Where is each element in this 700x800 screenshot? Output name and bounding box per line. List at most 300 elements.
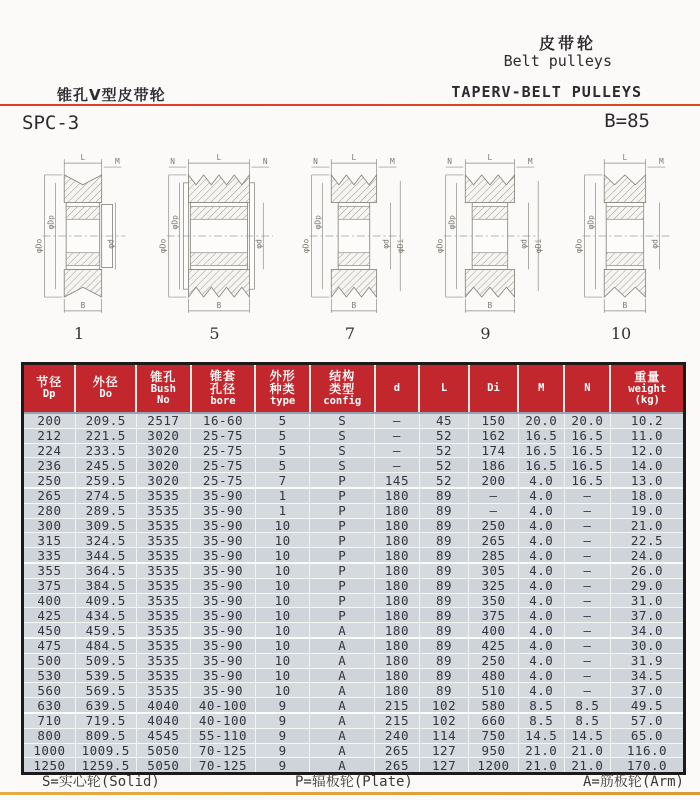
table-cell: 265 — [375, 758, 420, 772]
table-cell: 364.5 — [75, 563, 136, 578]
table-cell: 116.0 — [610, 743, 683, 758]
table-cell: 3535 — [136, 578, 191, 593]
dimension-label: B — [351, 300, 357, 310]
table-cell: P — [310, 563, 375, 578]
table-cell: 1000 — [24, 743, 75, 758]
table-cell: 89 — [419, 548, 468, 563]
table-cell: 233.5 — [75, 443, 136, 458]
table-row — [24, 668, 683, 683]
table-row — [24, 473, 683, 488]
table-cell: 24.0 — [610, 548, 683, 563]
table-cell: – — [564, 608, 610, 623]
table-cell: A — [310, 728, 375, 743]
dimension-label: M — [659, 157, 664, 167]
dimension-label: φDp — [586, 215, 596, 230]
dimension-label: N — [313, 157, 318, 167]
table-cell: – — [564, 548, 610, 563]
table-cell: 89 — [419, 623, 468, 638]
table-cell: 19.0 — [610, 503, 683, 518]
table-cell: 34.5 — [610, 668, 683, 683]
page-title-cn: 皮带轮 — [538, 34, 596, 53]
table-cell: 215 — [375, 713, 420, 728]
table-cell: A — [310, 683, 375, 698]
table-cell: 9 — [255, 698, 310, 713]
table-cell: 4.0 — [518, 638, 564, 653]
table-cell: 200 — [469, 473, 518, 488]
table-cell: 250 — [469, 518, 518, 533]
table-cell: 3535 — [136, 608, 191, 623]
table-cell: 10 — [255, 638, 310, 653]
table-cell: 35-90 — [191, 593, 256, 608]
table-row — [24, 698, 683, 713]
table-cell: 500 — [24, 653, 75, 668]
table-cell: 16.5 — [518, 443, 564, 458]
table-cell: 13.0 — [610, 473, 683, 488]
dimension-label: L — [622, 153, 628, 163]
table-cell: 70-125 — [191, 758, 256, 772]
dimension-label: B — [216, 300, 221, 310]
table-cell: 12.0 — [610, 443, 683, 458]
table-cell: 1200 — [469, 758, 518, 772]
table-cell: 3020 — [136, 443, 191, 458]
table-cell: 221.5 — [75, 428, 136, 443]
table-cell: 65.0 — [610, 728, 683, 743]
dimension-label: φDo — [574, 238, 584, 253]
table-cell: 4.0 — [518, 593, 564, 608]
table-cell: 10 — [255, 563, 310, 578]
table-cell: 52 — [419, 473, 468, 488]
table-cell: 4.0 — [518, 563, 564, 578]
table-cell: 289.5 — [75, 503, 136, 518]
table-cell: 459.5 — [75, 623, 136, 638]
table-cell: 1 — [255, 488, 310, 503]
table-row — [24, 458, 683, 473]
table-cell: 5050 — [136, 758, 191, 772]
table-cell: 35-90 — [191, 668, 256, 683]
table-cell: A — [310, 638, 375, 653]
table-cell: 215 — [375, 698, 420, 713]
column-header: 锥孔 Bush No — [136, 365, 191, 413]
table-cell: 3535 — [136, 593, 191, 608]
table-cell: 14.5 — [564, 728, 610, 743]
table-cell: 425 — [469, 638, 518, 653]
table-cell: 450 — [24, 623, 75, 638]
table-cell: 259.5 — [75, 473, 136, 488]
column-header: 节径 Dp — [24, 365, 75, 413]
table-cell: P — [310, 503, 375, 518]
table-cell: 350 — [469, 593, 518, 608]
subtitle-left: 锥孔V型皮带轮 — [57, 86, 166, 104]
table-cell: A — [310, 668, 375, 683]
table-row — [24, 503, 683, 518]
table-cell: 180 — [375, 668, 420, 683]
table-cell: 25-75 — [191, 473, 256, 488]
table-cell: 37.0 — [610, 683, 683, 698]
table-cell: 660 — [469, 713, 518, 728]
table-cell: 14.0 — [610, 458, 683, 473]
table-cell: 180 — [375, 578, 420, 593]
table-cell: 180 — [375, 563, 420, 578]
table-cell: P — [310, 518, 375, 533]
dimension-label: φd — [650, 239, 660, 249]
table-cell: 180 — [375, 638, 420, 653]
table-cell: 4.0 — [518, 473, 564, 488]
table-row — [24, 593, 683, 608]
pulley-figure-10 — [556, 150, 686, 350]
table-cell: 10 — [255, 653, 310, 668]
table-cell: 5 — [255, 428, 310, 443]
table-cell: 35-90 — [191, 503, 256, 518]
table-cell: 4.0 — [518, 653, 564, 668]
dimension-label: φd — [253, 239, 263, 249]
table-cell: 4.0 — [518, 503, 564, 518]
table-cell: – — [564, 683, 610, 698]
table-cell: 89 — [419, 488, 468, 503]
page-title-en: Belt pulleys — [503, 52, 612, 70]
table-cell: 315 — [24, 533, 75, 548]
table-cell: 324.5 — [75, 533, 136, 548]
table-cell: 26.0 — [610, 563, 683, 578]
table-cell: – — [564, 503, 610, 518]
table-cell: 89 — [419, 518, 468, 533]
table-cell: 180 — [375, 593, 420, 608]
table-cell: 344.5 — [75, 548, 136, 563]
table-cell: 180 — [375, 608, 420, 623]
table-cell: 224 — [24, 443, 75, 458]
dimension-label: M — [389, 157, 395, 167]
table-cell: A — [310, 698, 375, 713]
dimension-label: M — [527, 157, 533, 167]
column-header: Di — [469, 365, 518, 413]
table-cell: 10 — [255, 548, 310, 563]
table-cell: 305 — [469, 563, 518, 578]
table-cell: 4.0 — [518, 533, 564, 548]
dimension-label: φDo — [34, 238, 44, 253]
table-cell: 16.5 — [564, 428, 610, 443]
table-row — [24, 413, 683, 428]
table-cell: 89 — [419, 593, 468, 608]
pulley-figure-5 — [150, 150, 280, 350]
table-cell: 16.5 — [564, 443, 610, 458]
dimension-label: φd — [518, 239, 528, 249]
table-cell: 52 — [419, 458, 468, 473]
table-cell: S — [310, 458, 375, 473]
table-cell: 16.5 — [564, 473, 610, 488]
table-cell: 70-125 — [191, 743, 256, 758]
table-cell: 170.0 — [626, 757, 668, 773]
table-cell: 35-90 — [191, 623, 256, 638]
table-cell: 3535 — [136, 548, 191, 563]
table-cell: A — [310, 653, 375, 668]
table-cell: 250 — [469, 653, 518, 668]
table-cell: 35-90 — [191, 578, 256, 593]
table-cell: 45 — [419, 413, 468, 428]
table-cell: 89 — [419, 668, 468, 683]
table-cell: 8.5 — [564, 698, 610, 713]
table-cell: 180 — [375, 503, 420, 518]
table-cell: 1009.5 — [75, 743, 136, 758]
table-cell: 20.0 — [518, 413, 564, 428]
pulley-figure-9 — [421, 150, 551, 350]
table-cell: 31.9 — [610, 653, 683, 668]
table-cell: 510 — [469, 683, 518, 698]
table-cell: 530 — [24, 668, 75, 683]
table-cell: 102 — [419, 698, 468, 713]
table-cell: 309.5 — [75, 518, 136, 533]
table-cell: 57.0 — [610, 713, 683, 728]
table-cell: 34.0 — [610, 623, 683, 638]
table-cell: S — [310, 413, 375, 428]
table-row — [24, 713, 683, 728]
table-cell: A — [310, 623, 375, 638]
table-cell: 3020 — [136, 473, 191, 488]
table-cell: 425 — [24, 608, 75, 623]
table-cell: 750 — [469, 728, 518, 743]
table-cell: 250 — [24, 473, 75, 488]
table-cell: P — [310, 608, 375, 623]
table-cell: 580 — [469, 698, 518, 713]
table-cell: – — [375, 443, 420, 458]
table-cell: 3535 — [136, 638, 191, 653]
dimension-label: B — [622, 300, 628, 310]
table-cell: 3535 — [136, 563, 191, 578]
table-cell: 355 — [24, 563, 75, 578]
table-cell: 4.0 — [518, 623, 564, 638]
table-cell: 10.2 — [610, 413, 683, 428]
table-cell: 10 — [255, 533, 310, 548]
table-row — [24, 623, 683, 638]
table-cell: 484.5 — [75, 638, 136, 653]
table-cell: 35-90 — [191, 533, 256, 548]
column-header: N — [564, 365, 610, 413]
table-row — [24, 683, 683, 698]
table-cell: – — [469, 503, 518, 518]
table-cell: 3535 — [136, 683, 191, 698]
table-cell: – — [375, 428, 420, 443]
table-cell: 21.0 — [518, 743, 564, 758]
table-cell: S — [310, 443, 375, 458]
table-cell: – — [564, 668, 610, 683]
table-cell: 539.5 — [75, 668, 136, 683]
table-cell: 9 — [255, 743, 310, 758]
table-cell: 800 — [24, 728, 75, 743]
table-cell: 200 — [24, 413, 75, 428]
table-cell: 265 — [24, 488, 75, 503]
table-row — [24, 758, 683, 772]
dimension-label: B — [487, 300, 492, 310]
column-header: M — [518, 365, 564, 413]
table-cell: 127 — [419, 758, 468, 772]
pulley-drawing-icon — [150, 150, 280, 322]
table-cell: 5050 — [136, 743, 191, 758]
dimension-label: L — [351, 153, 357, 163]
table-row — [24, 443, 683, 458]
table-cell: 710 — [24, 713, 75, 728]
table-cell: 4545 — [136, 728, 191, 743]
table-cell: 3020 — [136, 458, 191, 473]
table-cell: 285 — [469, 548, 518, 563]
table-cell: 21.0 — [518, 758, 564, 772]
pulley-drawing-icon — [285, 150, 415, 322]
dimension-label: φDp — [446, 215, 456, 230]
figure-caption: 1 — [73, 324, 85, 343]
dimension-label: φDp — [46, 215, 56, 230]
table-cell: 16-60 — [191, 413, 256, 428]
pulley-figure-7 — [285, 150, 415, 350]
table-cell: 35-90 — [191, 608, 256, 623]
column-header: 锥套 孔径 bore — [191, 365, 256, 413]
table-cell: 18.0 — [610, 488, 683, 503]
table-cell: 3535 — [136, 653, 191, 668]
dimension-label: φDo — [301, 238, 311, 253]
table-cell: 40-100 — [191, 713, 256, 728]
table-row — [24, 488, 683, 503]
table-cell: 186 — [469, 458, 518, 473]
table-cell: 10 — [255, 593, 310, 608]
table-cell: 52 — [419, 428, 468, 443]
table-cell: 89 — [419, 653, 468, 668]
legend-solid: S=实心轮(Solid) — [42, 774, 160, 790]
table-cell: 35-90 — [191, 638, 256, 653]
table-cell: 25-75 — [191, 428, 256, 443]
table-cell: 89 — [419, 563, 468, 578]
table-row — [24, 638, 683, 653]
table-cell: 10 — [255, 518, 310, 533]
belt-width-spec: B=85 — [604, 110, 650, 132]
table-cell: A — [310, 743, 375, 758]
table-cell: 180 — [375, 518, 420, 533]
table-cell: 21.0 — [564, 758, 610, 772]
table-cell: 509.5 — [75, 653, 136, 668]
table-cell: 35-90 — [191, 683, 256, 698]
table-cell: 2517 — [136, 413, 191, 428]
table-row — [24, 563, 683, 578]
model-code: SPC-3 — [22, 112, 80, 134]
dimension-label: N — [262, 157, 268, 167]
table-cell: S — [310, 428, 375, 443]
table-cell: 10 — [255, 578, 310, 593]
table-cell: 35-90 — [191, 653, 256, 668]
column-header: 重量 weight (kg) — [610, 365, 683, 413]
dimension-label: φd — [381, 239, 391, 249]
table-row — [24, 578, 683, 593]
dimension-label: φDi — [533, 238, 543, 253]
pulley-drawing-icon — [14, 150, 144, 322]
table-cell: – — [564, 578, 610, 593]
dimension-label: N — [446, 157, 452, 167]
table-cell: 560 — [24, 683, 75, 698]
table-row — [24, 608, 683, 623]
column-header: d — [375, 365, 420, 413]
column-header: 外形 种类 type — [255, 365, 310, 413]
table-cell: 11.0 — [610, 428, 683, 443]
table-cell: 35-90 — [191, 563, 256, 578]
table-cell: 639.5 — [75, 698, 136, 713]
dimension-label: φDo — [158, 238, 168, 253]
table-cell: 174 — [469, 443, 518, 458]
table-cell: 20.0 — [564, 413, 610, 428]
table-cell: – — [564, 593, 610, 608]
table-cell: 16.5 — [564, 458, 610, 473]
table-cell: 1250 — [24, 758, 75, 772]
table-cell: 4.0 — [518, 668, 564, 683]
table-cell: – — [564, 623, 610, 638]
table-cell: 4.0 — [518, 578, 564, 593]
table-cell: 409.5 — [75, 593, 136, 608]
table-cell: 25-75 — [191, 458, 256, 473]
pulley-drawing-icon — [421, 150, 551, 322]
table-cell: 180 — [375, 623, 420, 638]
table-cell: – — [564, 563, 610, 578]
figure-caption: 5 — [209, 324, 220, 343]
table-cell: 400 — [469, 623, 518, 638]
pulley-drawings — [14, 150, 686, 350]
table-cell: – — [469, 488, 518, 503]
table-cell: 400 — [24, 593, 75, 608]
table-cell: P — [310, 488, 375, 503]
table-cell: 375 — [24, 578, 75, 593]
table-row — [24, 518, 683, 533]
table-cell: 5 — [255, 443, 310, 458]
table-cell: P — [310, 578, 375, 593]
table-cell: 10 — [255, 683, 310, 698]
table-cell: 4.0 — [518, 548, 564, 563]
table-cell: 5 — [255, 458, 310, 473]
table-cell: 335 — [24, 548, 75, 563]
spec-table-container — [21, 362, 686, 775]
spec-table — [24, 365, 683, 772]
table-cell: 52 — [419, 443, 468, 458]
table-cell: 950 — [469, 743, 518, 758]
table-cell: 7 — [255, 473, 310, 488]
table-cell: 325 — [469, 578, 518, 593]
dimension-label: N — [169, 157, 175, 167]
dimension-label: φDp — [313, 215, 323, 230]
table-cell: 30.0 — [610, 638, 683, 653]
table-cell: – — [375, 413, 420, 428]
table-body — [24, 413, 683, 772]
table-cell: 35-90 — [191, 548, 256, 563]
table-row — [24, 653, 683, 668]
table-cell: 4.0 — [518, 518, 564, 533]
table-cell: 3535 — [136, 503, 191, 518]
table-cell: 4.0 — [518, 608, 564, 623]
table-cell: 49.5 — [610, 698, 683, 713]
table-cell: – — [564, 488, 610, 503]
table-cell: 89 — [419, 533, 468, 548]
table-cell: 10 — [255, 668, 310, 683]
table-cell: 89 — [419, 638, 468, 653]
table-cell: – — [564, 533, 610, 548]
table-cell: 1259.5 — [75, 758, 136, 772]
table-cell: 4.0 — [518, 488, 564, 503]
table-cell: 375 — [469, 608, 518, 623]
table-cell: 31.0 — [610, 593, 683, 608]
table-cell: P — [310, 548, 375, 563]
table-cell: 9 — [255, 758, 310, 772]
table-row — [24, 743, 683, 758]
table-cell: 89 — [419, 683, 468, 698]
table-cell: 3535 — [136, 623, 191, 638]
table-cell: 3535 — [136, 518, 191, 533]
table-cell: 37.0 — [610, 608, 683, 623]
table-cell: – — [564, 653, 610, 668]
table-cell: 3020 — [136, 428, 191, 443]
table-cell: 212 — [24, 428, 75, 443]
column-header: 结构 类型 config — [310, 365, 375, 413]
table-cell: 180 — [375, 533, 420, 548]
table-cell: P — [310, 473, 375, 488]
